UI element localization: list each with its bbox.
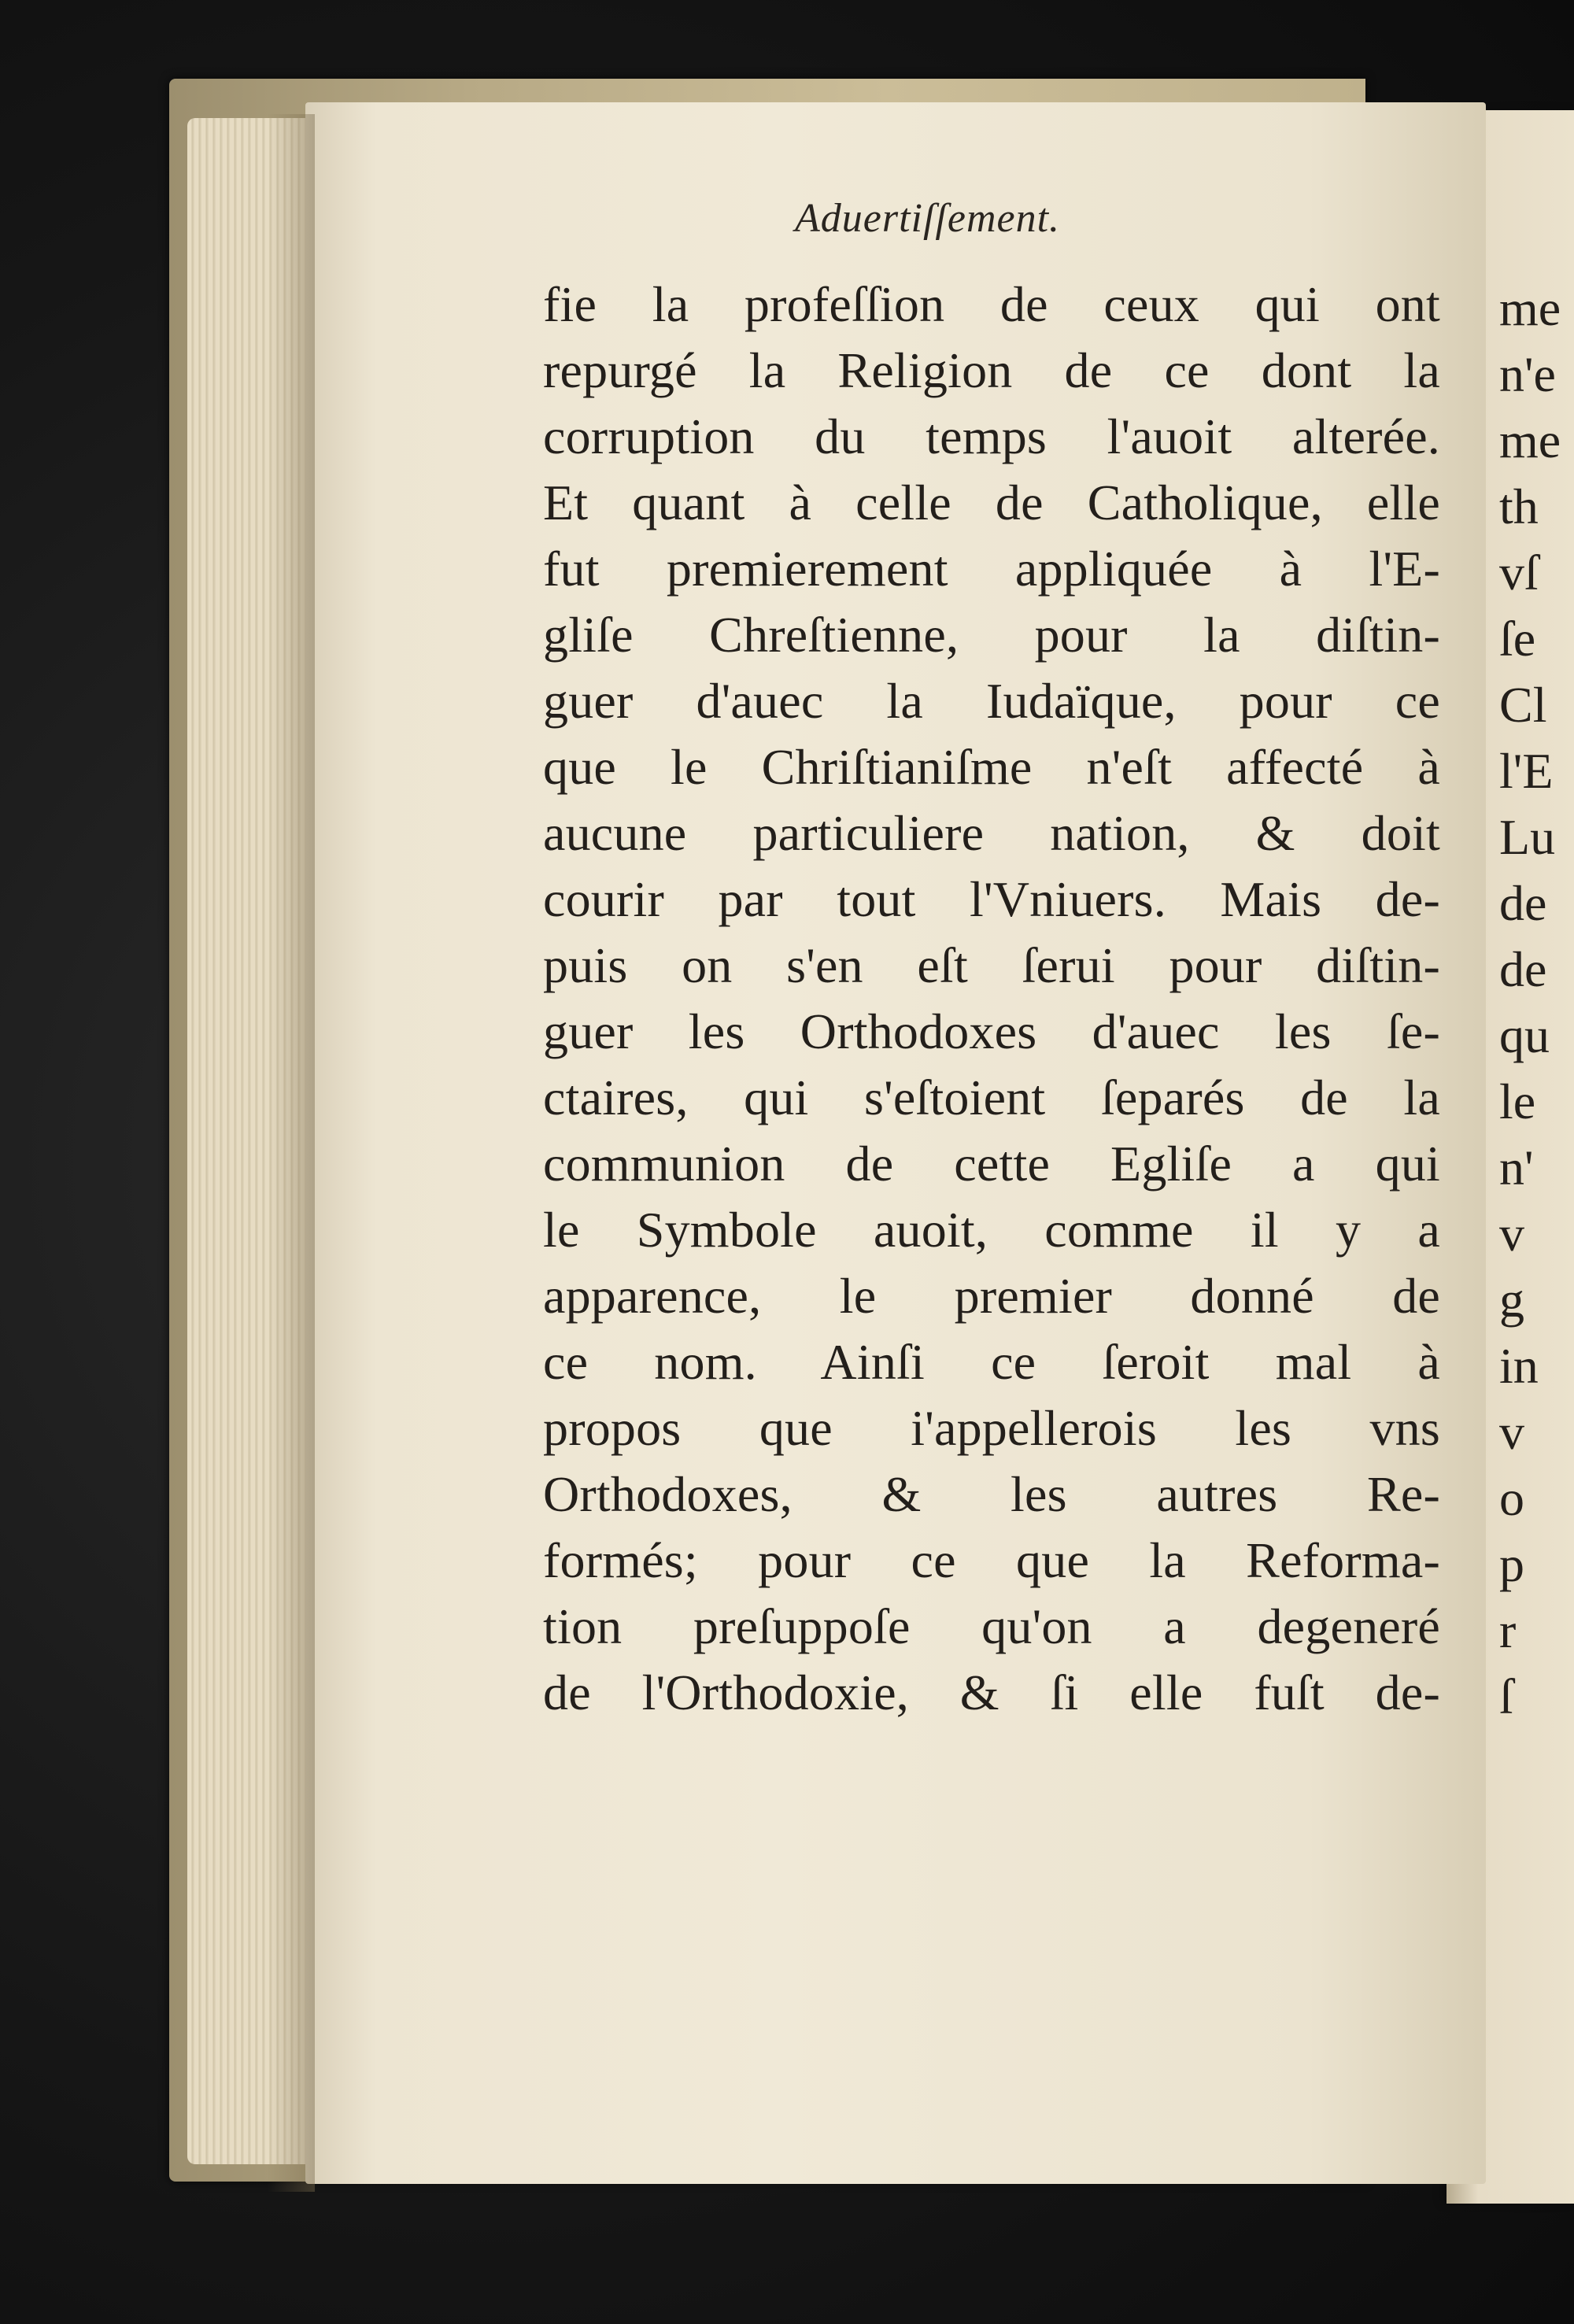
text-block (543, 272, 1440, 1726)
text-line: communion de cette Egliſe a qui (543, 1136, 1440, 1192)
text-line: repurgé la Religion de ce dont la (543, 342, 1440, 398)
facing-text-line: l'E (1499, 743, 1554, 799)
facing-text-line: th (1499, 478, 1539, 534)
facing-text-line: v (1499, 1206, 1524, 1262)
text-line: guer d'auec la Iudaïque, pour ce (543, 673, 1440, 729)
facing-text-line: Lu (1499, 809, 1556, 865)
text-line: que le Chriſtianiſme n'eſt affecté à (543, 739, 1440, 795)
text-line: aucune particuliere nation, & doit (543, 805, 1440, 861)
text-line: gliſe Chreſtienne, pour la diſtin- (543, 607, 1440, 663)
text-line: de l'Orthodoxie, & ſi elle fuſt de- (543, 1664, 1440, 1720)
text-line: corruption du temps l'auoit alterée. (543, 408, 1440, 464)
facing-text-line: de (1499, 875, 1547, 931)
facing-text-line: n' (1499, 1140, 1534, 1195)
facing-page-text (1499, 275, 1574, 1730)
facing-text-line: le (1499, 1073, 1536, 1129)
text-line: fut premierement appliquée à l'E- (543, 541, 1440, 597)
facing-text-line: vſ (1499, 545, 1539, 600)
text-line: ce nom. Ainſi ce ſeroit mal à (543, 1334, 1440, 1390)
text-line: formés; pour ce que la Reforma- (543, 1532, 1440, 1588)
facing-text-line: ſ (1499, 1668, 1513, 1724)
facing-text-line: n'e (1499, 346, 1556, 402)
running-head: Aduertiſſement. (795, 196, 1061, 241)
facing-text-line: me (1499, 280, 1561, 336)
text-line: courir par tout l'Vniuers. Mais de- (543, 871, 1440, 927)
text-line: apparence, le premier donné de (543, 1268, 1440, 1324)
text-line: ctaires, qui s'eſtoient ſeparés de la (543, 1070, 1440, 1125)
text-line: fie la profeſſion de ceux qui ont (543, 276, 1440, 332)
gutter-shadow (268, 114, 315, 2192)
facing-text-line: de (1499, 941, 1547, 997)
text-line: Et quant à celle de Catholique, elle (543, 475, 1440, 530)
facing-text-line: g (1499, 1272, 1524, 1328)
facing-text-line: ſe (1499, 611, 1536, 667)
facing-text-line: me (1499, 412, 1561, 468)
facing-text-line: qu (1499, 1007, 1550, 1063)
text-line: Orthodoxes, & les autres Re- (543, 1466, 1440, 1522)
text-line: tion preſuppoſe qu'on a degeneré (543, 1598, 1440, 1654)
text-line: propos que i'appellerois les vns (543, 1400, 1440, 1456)
text-line: puis on s'en eſt ſerui pour diſtin- (543, 937, 1440, 993)
text-line: guer les Orthodoxes d'auec les ſe- (543, 1003, 1440, 1059)
facing-text-line: r (1499, 1602, 1517, 1658)
facing-text-line: p (1499, 1536, 1524, 1592)
text-line: le Symbole auoit, comme il y a (543, 1202, 1440, 1258)
facing-text-line: Cl (1499, 677, 1547, 733)
facing-text-line: v (1499, 1404, 1524, 1460)
facing-text-line: in (1499, 1338, 1539, 1394)
facing-text-line: o (1499, 1470, 1524, 1526)
